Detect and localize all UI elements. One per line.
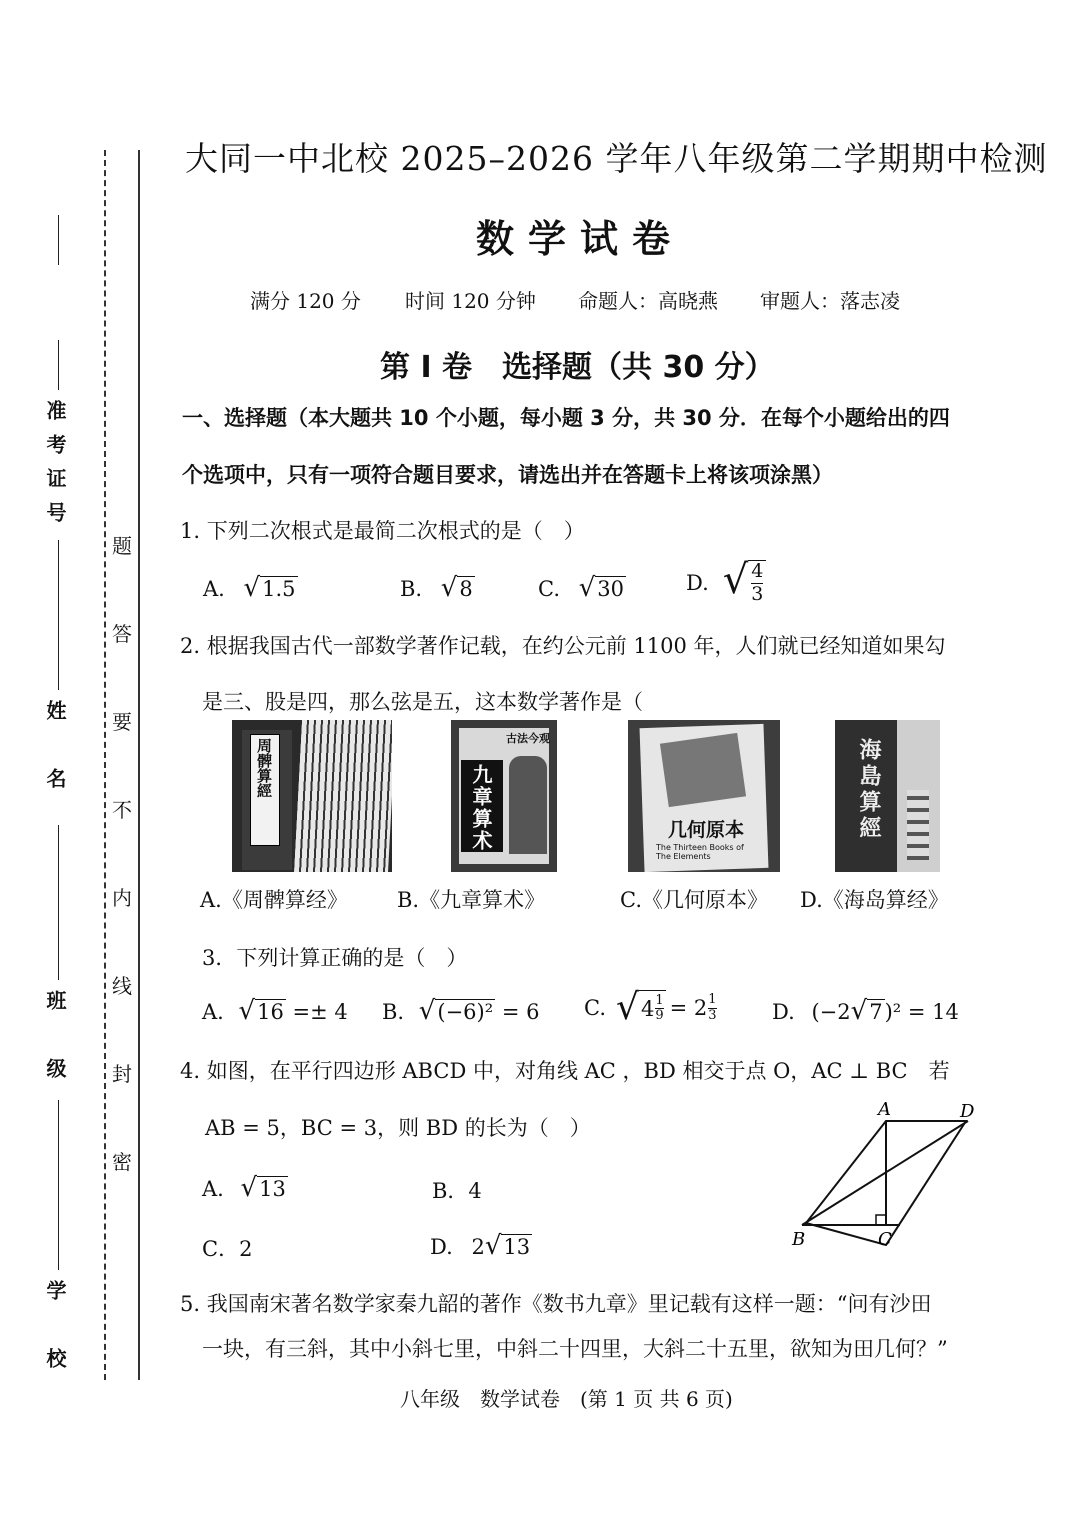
numerator: 1 [655,992,664,1008]
q1-stem: 1. 下列二次根式是最简二次根式的是（ ） [180,519,585,543]
radical-sign: √ [616,987,639,1028]
book-image-c [628,720,780,872]
sqrt-arg: 1.5 [262,576,296,601]
sqrt-expr: √ (−6)² [418,996,494,1026]
q3-option-d [772,998,959,1024]
book-d-title: 海島算經 [856,738,881,842]
seal-solid-line [138,150,140,1380]
sqrt-expr: √ 1.5 [243,573,296,603]
q4-option-d [430,1233,532,1259]
q2-option-d: D.《海岛算经》 [800,888,949,912]
q2-option-c: C.《几何原本》 [620,888,768,912]
sqrt-expr: √ 7 [850,996,883,1026]
q2-stem-2: 是三、股是四，那么弦是五，这本数学著作是（ [202,690,643,714]
exam-time: 时间 120 分钟 [405,289,536,313]
section-instruction-1: 一、选择题（本大题共 10 个小题，每小题 3 分，共 30 分．在每个小题给出的四 [182,406,950,430]
expr-pre: 2 [471,1235,485,1259]
binding-margin [0,0,160,1528]
seal-char: 封 [112,1062,132,1086]
q4-option-c: C．2 [202,1237,253,1261]
q2-stem-1: 2. 根据我国古代一部数学著作记载，在约公元前 1100 年，人们就已经知道如果勾 [180,634,946,658]
denominator: 9 [655,1008,664,1023]
q3-option-a [202,998,348,1024]
exam-subtitle: 数学试卷 [475,217,684,261]
q4-option-a [202,1175,288,1201]
question-author: 命题人：高晓燕 [578,289,718,313]
sqrt-expr: √ 30 [578,573,624,603]
school-line [58,1100,59,1270]
option-label: D. [430,1235,453,1259]
book-image-d [835,720,940,872]
q1-option-d [686,557,766,606]
book-a-title: 周髀算經 [255,738,273,798]
expr-pre: (−2 [811,1000,851,1024]
book-a-label-box [250,734,280,846]
option-label: D. [686,570,709,595]
option-label: A. [202,1000,224,1024]
fraction [655,994,663,1024]
mixed-number [639,990,666,1026]
seal-char: 题 [112,534,132,558]
vertex-a: A [878,1099,891,1120]
q5-stem-1: 5. 我国南宋著名数学家秦九韶的著作《数书九章》里记载有这样一题：“问有沙田 [180,1292,932,1316]
class-label: 班 级 [43,990,67,1092]
denominator: 3 [708,1007,717,1023]
sqrt-arg: 30 [597,576,624,601]
option-label: A. [203,577,225,601]
sqrt-arg: (−6)² [437,999,494,1024]
sqrt-expr: √ 8 [440,573,473,603]
seal-char: 要 [112,710,132,734]
book-a-text-page [294,720,392,872]
section-instruction-2: 个选项中，只有一项符合题目要求，请选出并在答题卡上将该项涂黑） [182,463,833,487]
exam-title: 大同一中北校 2025–2026 学年八年级第二学期期中检测 [185,139,1048,178]
page-footer: 八年级 数学试卷 (第 1 页 共 6 页) [400,1387,733,1411]
section-title: 第 I 卷 选择题（共 30 分） [380,350,775,385]
name-label: 姓 名 [43,700,67,802]
parallelogram-figure [780,1095,1000,1255]
seal-char: 答 [112,622,132,646]
numerator: 4 [751,560,764,582]
q5-stem-2: 一块，有三斜，其中小斜七里，中斜二十四里，大斜二十五里，欲知为田几何？” [202,1337,948,1361]
denominator: 3 [751,582,764,605]
sqrt-expr: √ 13 [240,1173,286,1203]
expr-rest: = 6 [501,1000,540,1024]
book-b-title-block [461,760,503,852]
q1-option-b [400,575,475,601]
sqrt-arg: 13 [503,1234,531,1259]
seal-dashed-line [104,150,106,1380]
option-label: B. [382,1000,405,1024]
option-label: A. [202,1177,224,1201]
sqrt-fraction [722,557,767,606]
book-c-title: 几何原本 [668,819,745,841]
numerator: 1 [708,992,717,1008]
name-line [58,540,59,690]
q1-option-c [538,575,626,601]
sqrt-arg: 7 [869,999,883,1024]
option-label: C. [538,577,560,601]
q3-option-b [382,998,539,1024]
vertex-b: B [792,1229,806,1250]
book-b-portrait [509,756,547,854]
q3-stem: 3．下列计算正确的是（ ） [202,946,468,970]
sqrt-arg: 13 [259,1176,286,1201]
full-score: 满分 120 分 [250,289,361,313]
q2-option-a: A.《周髀算经》 [200,888,348,912]
book-c-illustration [660,733,746,807]
fraction [748,560,766,606]
radical-sign: √ [722,557,749,603]
q4-stem-2: AB = 5，BC = 3，则 BD 的长为（ ） [205,1116,591,1140]
book-image-a [232,720,392,872]
whole-part: 4 [640,996,655,1021]
book-b-title: 九章算术 [469,764,493,852]
exam-id-label: 准考证号 [43,400,67,536]
seal-char: 线 [112,974,132,998]
book-d-pagoda [907,790,929,860]
question-reviewer: 审题人：落志凌 [760,289,900,313]
sqrt-arg: 16 [257,999,284,1024]
seal-char: 不 [112,798,132,822]
book-image-b [451,720,557,872]
q4-option-b: B．4 [432,1179,482,1203]
q1-option-a [203,575,298,601]
q4-stem-1: 4. 如图，在平行四边形 ABCD 中，对角线 AC ，BD 相交于点 O，AC ⊥ BC 若 [180,1059,950,1083]
sqrt-arg: 8 [459,576,473,601]
option-label: B. [400,577,423,601]
sqrt-expr: √ 16 [238,996,284,1026]
sqrt-mixed-number [616,987,666,1028]
vertex-d: D [960,1101,975,1122]
q2-option-b: B.《九章算术》 [397,888,546,912]
q3-option-c [584,987,717,1028]
sqrt-expr: √ 13 [484,1231,531,1261]
book-b-corner-text: 古法今观 [506,732,550,745]
seal-char: 密 [112,1150,132,1174]
option-label: C. [584,996,606,1020]
exam-id-line-2 [58,340,59,390]
seal-char: 内 [112,886,132,910]
expr-rest: =± 4 [292,1000,348,1024]
book-c-english-title: The Thirteen Books of The Elements [656,843,744,861]
class-line [58,825,59,980]
exam-id-line [58,215,59,265]
fraction [708,993,716,1023]
expr-post: )² = 14 [884,1000,959,1024]
vertex-c: C [878,1229,892,1250]
school-label: 学 校 [43,1280,67,1382]
expr-rest: = 2 [669,996,708,1020]
right-angle-mark [876,1215,886,1225]
option-label: D. [772,1000,795,1024]
